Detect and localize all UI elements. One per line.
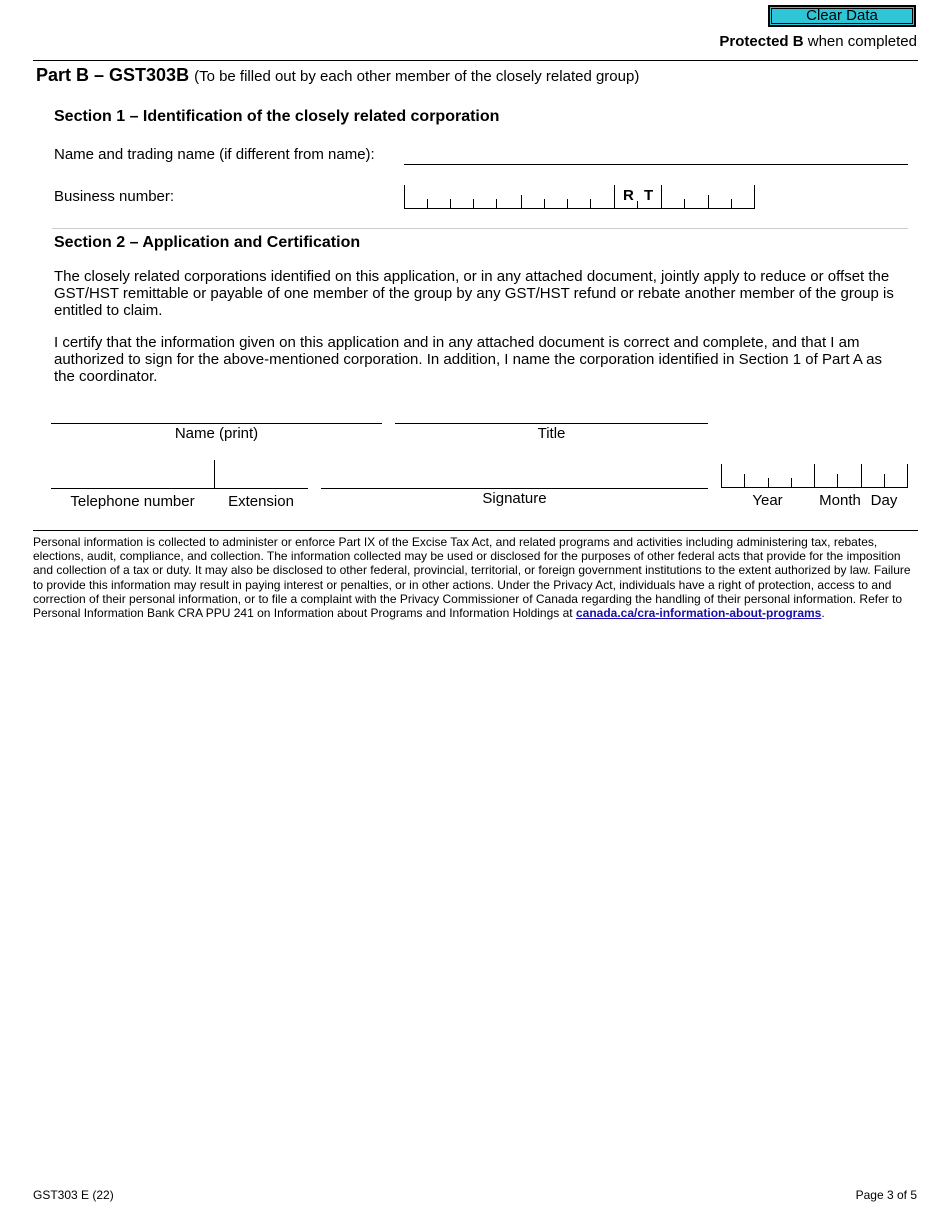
bn-tick bbox=[708, 195, 709, 209]
privacy-divider bbox=[33, 530, 918, 531]
section-divider bbox=[52, 228, 908, 229]
bn-tick bbox=[450, 199, 451, 209]
privacy-end: . bbox=[821, 606, 825, 621]
clear-data-button[interactable]: Clear Data bbox=[768, 5, 916, 27]
bn-tick bbox=[754, 185, 755, 209]
bn-tick bbox=[684, 199, 685, 209]
bn-tick bbox=[404, 185, 405, 209]
telephone-label: Telephone number bbox=[70, 493, 195, 510]
bn-tick bbox=[496, 199, 497, 209]
page-number: Page 3 of 5 bbox=[855, 1188, 917, 1202]
date-tick bbox=[837, 474, 838, 488]
name-print-input[interactable] bbox=[51, 423, 382, 424]
name-label: Name and trading name (if different from name): bbox=[54, 146, 375, 163]
part-title bbox=[36, 65, 639, 86]
title-input[interactable] bbox=[395, 423, 708, 424]
section1-title: Section 1 – Identification of the closely related corporation bbox=[54, 108, 500, 125]
certification-paragraph: I certify that the information given on this application and in any attached document is correct and complete, and that I am authorized to sign for the above-mentioned corporation. In addition, I name the corporation identified in Section 1 of Part A as the coordinator. bbox=[54, 334, 883, 385]
extension-label: Extension bbox=[228, 493, 294, 510]
protected-suffix: when completed bbox=[803, 33, 917, 50]
part-heading: Part B – GST303B bbox=[36, 65, 190, 85]
header-divider bbox=[33, 60, 918, 61]
telephone-input[interactable] bbox=[51, 488, 308, 489]
business-number-input[interactable] bbox=[404, 185, 755, 209]
bn-tick bbox=[427, 199, 428, 209]
bn-tick bbox=[731, 199, 732, 209]
signature-label: Signature bbox=[482, 490, 547, 507]
application-paragraph: The closely related corporations identified on this application, or in any attached document, jointly apply to reduce or offset the GST/HST remittable or payable of one member of the group by any GST/HST refund or rebate another member of the group is entitled to claim. bbox=[54, 268, 894, 319]
form-identifier: GST303 E (22) bbox=[33, 1188, 114, 1202]
date-tick bbox=[791, 478, 792, 488]
date-tick bbox=[768, 478, 769, 488]
date-tick bbox=[721, 464, 722, 488]
bn-tick bbox=[590, 199, 591, 209]
protected-notice bbox=[719, 33, 917, 50]
bn-tick bbox=[661, 185, 662, 209]
bn-tick bbox=[637, 201, 638, 209]
bn-tick bbox=[614, 185, 615, 209]
bn-tick bbox=[567, 199, 568, 209]
day-label: Day bbox=[870, 492, 898, 509]
title-label: Title bbox=[537, 425, 566, 442]
month-label: Month bbox=[819, 492, 861, 509]
privacy-statement bbox=[33, 535, 913, 620]
name-print-label: Name (print) bbox=[174, 425, 259, 442]
date-tick bbox=[744, 474, 745, 488]
year-label: Year bbox=[752, 492, 783, 509]
bn-tick bbox=[544, 199, 545, 209]
date-tick bbox=[861, 464, 862, 488]
signature-input[interactable] bbox=[321, 488, 708, 489]
bn-letter-t: T bbox=[644, 187, 654, 204]
date-tick bbox=[907, 464, 908, 488]
date-tick bbox=[814, 464, 815, 488]
bn-baseline bbox=[404, 208, 755, 209]
business-number-label: Business number: bbox=[54, 188, 175, 205]
date-input[interactable] bbox=[721, 464, 908, 488]
protected-label: Protected B bbox=[719, 33, 804, 50]
section2-title: Section 2 – Application and Certification bbox=[54, 234, 361, 251]
bn-tick bbox=[473, 199, 474, 209]
date-tick bbox=[884, 474, 885, 488]
bn-letter-r: R bbox=[623, 187, 634, 204]
privacy-text: Personal information is collected to administer or enforce Part IX of the Excise Tax Act, and related programs and activities including administering tax, rebates, elections, audit, compliance, and collection. The information collected may be used or disclosed for the purposes of other federal acts that provide for the imposition and collection of a tax or duty. It may also be disclosed to other federal, provincial, territorial, or foreign government institutions to the extent authorized by law. Failure to provide this information may result in paying interest or penalties, or in other actions. Under the Privacy Act, individuals have a right of protection, access to and correction of their personal information, or to file a complaint with the Privacy Commissioner of Canada regarding the handling of their personal information. Refer to Personal Information Bank CRA PPU 241 on Information about Programs and Information Holdings at bbox=[33, 535, 911, 621]
privacy-link[interactable]: canada.ca/cra-information-about-programs bbox=[575, 606, 822, 621]
part-subtitle: (To be filled out by each other member of the closely related group) bbox=[194, 68, 640, 85]
extension-divider bbox=[214, 460, 215, 488]
name-input[interactable] bbox=[404, 147, 908, 165]
bn-tick bbox=[521, 195, 522, 209]
